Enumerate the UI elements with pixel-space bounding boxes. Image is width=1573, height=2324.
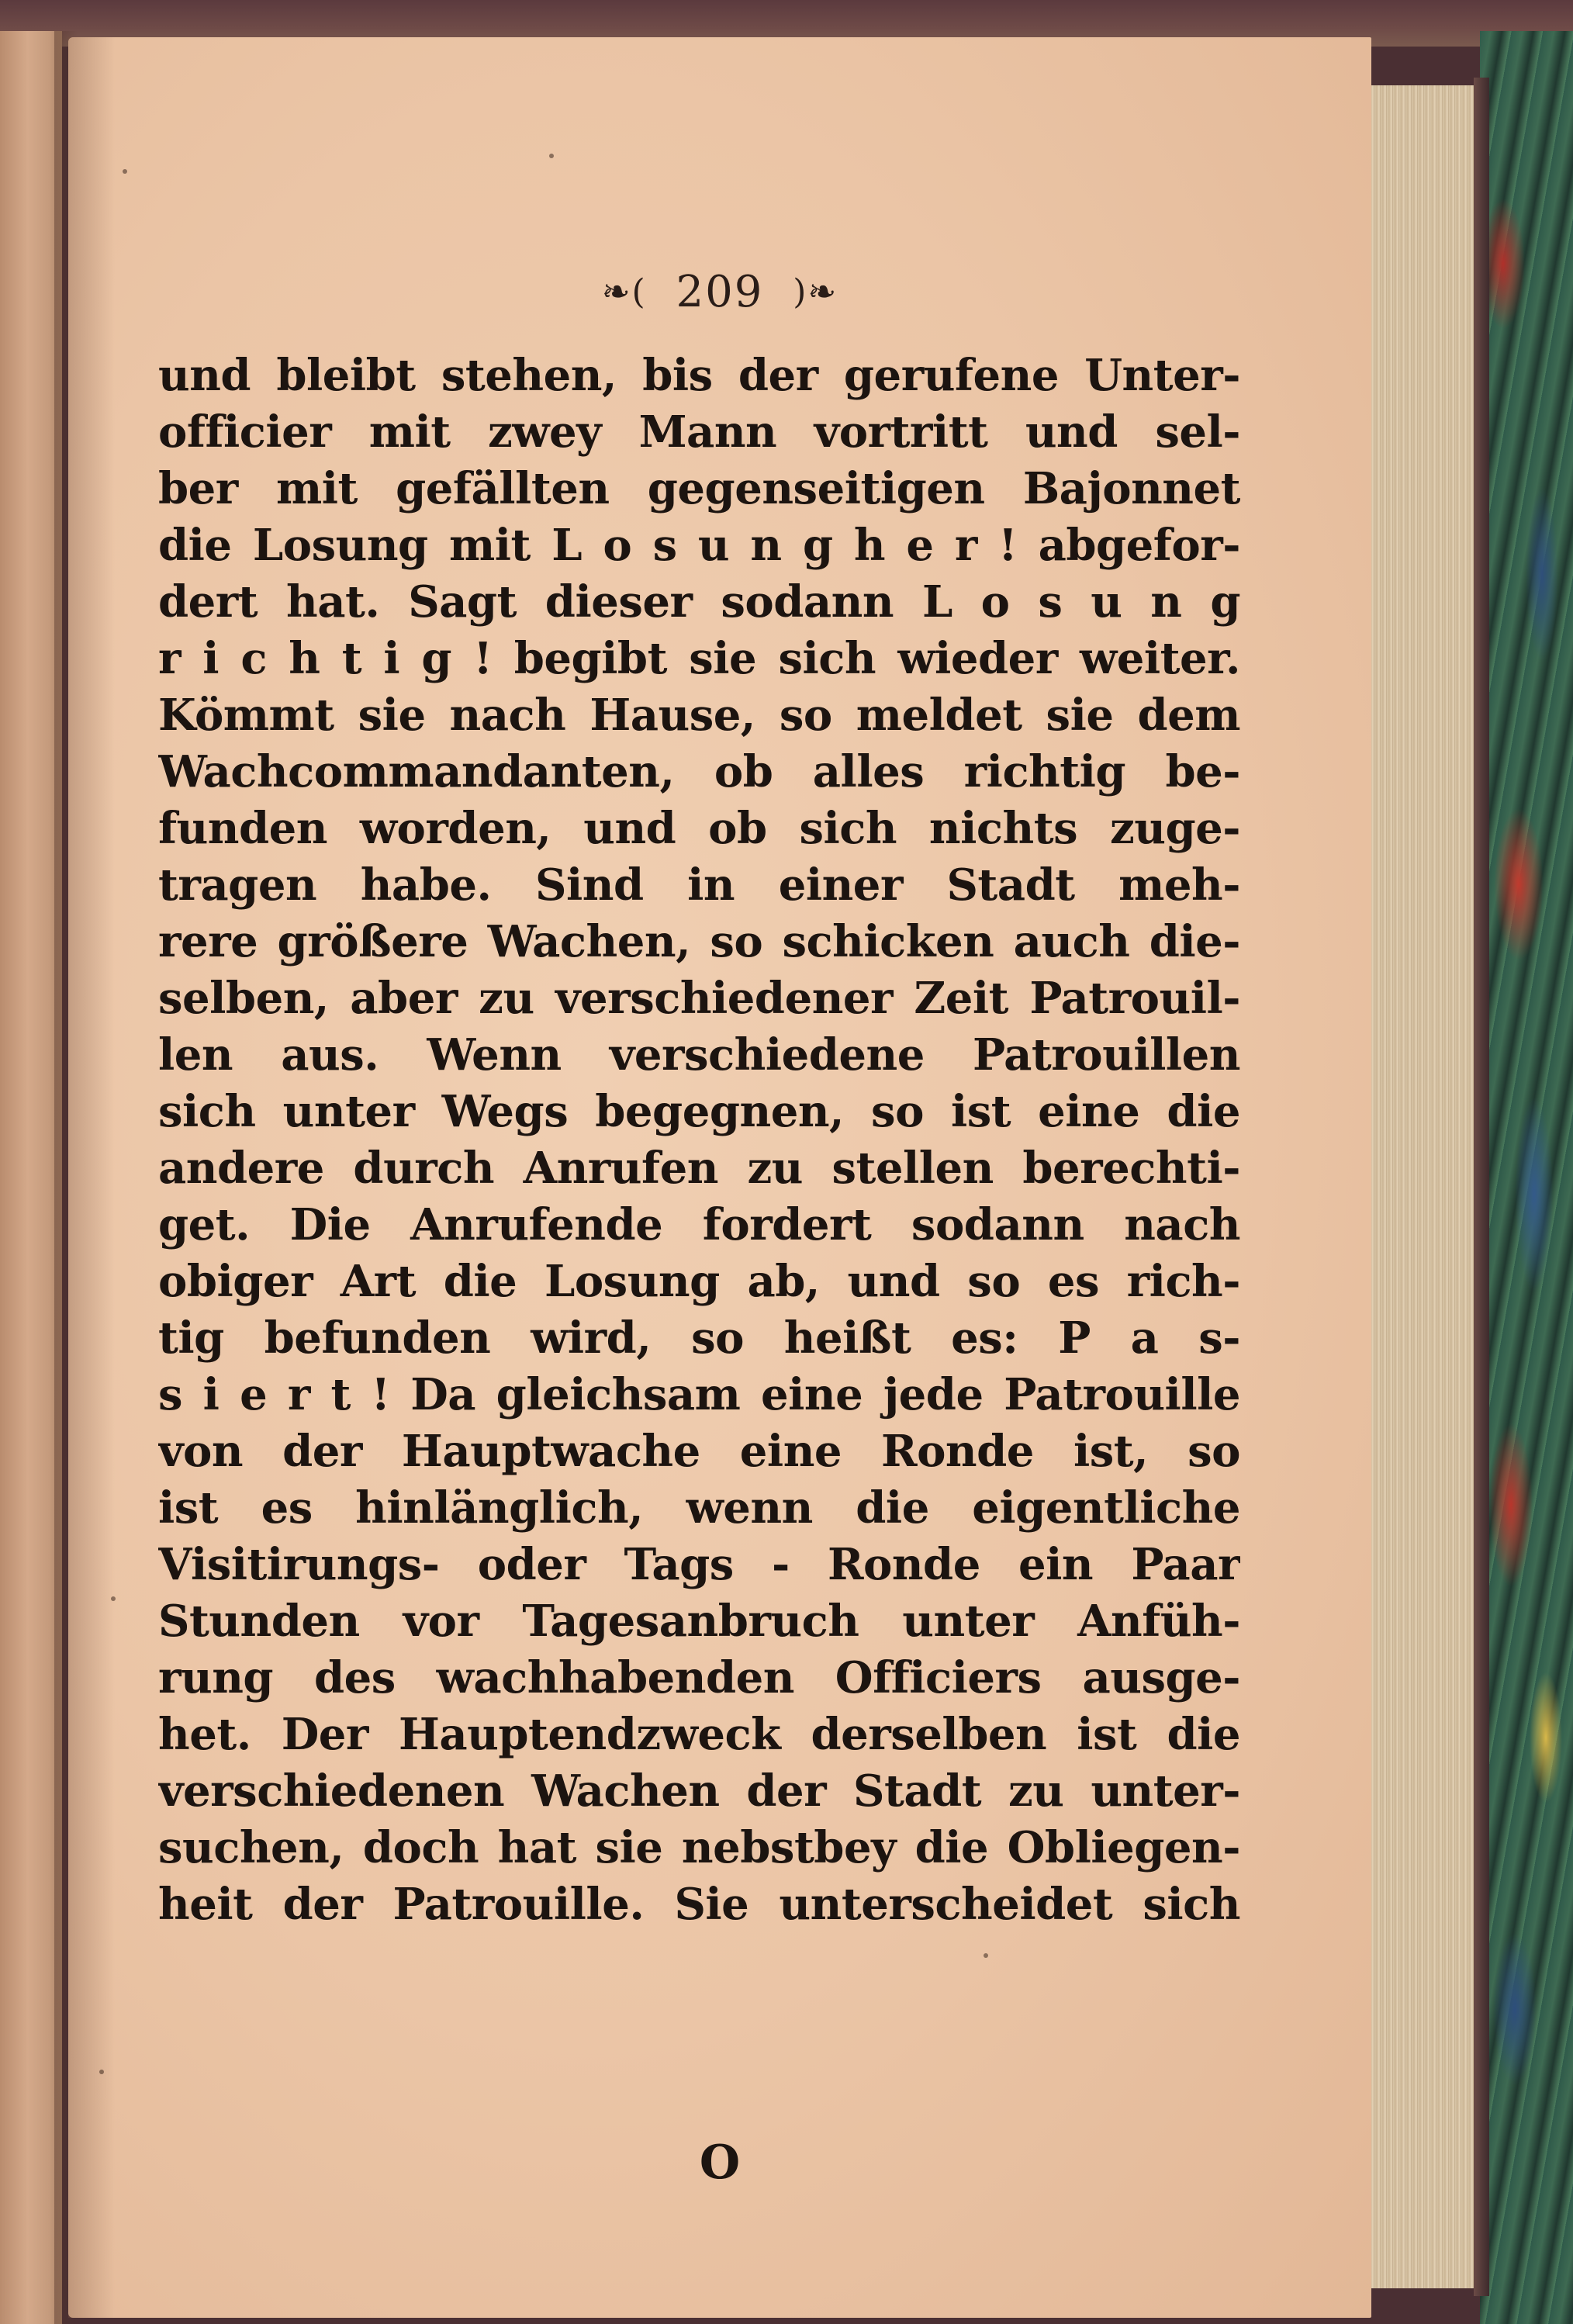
ornament-right-icon: )❧ (793, 272, 838, 312)
paper-speck (549, 154, 554, 158)
text-line: ber mit gefällten gegenseitigen Bajonnet (158, 463, 1240, 514)
paper-speck (111, 1596, 116, 1601)
text-line: selben, aber zu verschiedener Zeit Patrouil- (158, 973, 1240, 1024)
text-line: r i c h t i g ! begibt sie sich wieder weiter. (158, 633, 1240, 684)
ornament-left-icon: ❧( (601, 272, 647, 312)
text-line: sich unter Wegs begegnen, so ist eine die (158, 1086, 1240, 1137)
text-line: obiger Art die Losung ab, und so es rich- (158, 1256, 1240, 1307)
text-line: verschiedenen Wachen der Stadt zu unter- (158, 1765, 1240, 1817)
text-line: suchen, doch hat sie nebstbey die Obliegen- (158, 1822, 1240, 1873)
text-line: rere größere Wachen, so schicken auch die- (158, 916, 1240, 967)
text-line: Visitirungs- oder Tags - Ronde ein Paar (158, 1539, 1240, 1590)
facing-page-edge (0, 31, 62, 2324)
text-line: het. Der Hauptendzweck derselben ist die (158, 1709, 1240, 1760)
text-line: die Losung mit L o s u n g h e r ! abgefor- (158, 520, 1240, 571)
text-line: get. Die Anrufende fordert sodann nach (158, 1199, 1240, 1250)
book-page (68, 37, 1371, 2318)
text-line: len aus. Wenn verschiedene Patrouillen (158, 1029, 1240, 1081)
paper-speck (123, 169, 127, 174)
signature-mark: O (699, 2136, 741, 2190)
marbled-cover-board (1480, 31, 1573, 2324)
text-line: tig befunden wird, so heißt es: P a s- (158, 1312, 1240, 1364)
text-line: von der Hauptwache eine Ronde ist, so (158, 1426, 1240, 1477)
text-line: andere durch Anrufen zu stellen berechti- (158, 1143, 1240, 1194)
text-line: Stunden vor Tagesanbruch unter Anfüh- (158, 1596, 1240, 1647)
text-line: ist es hinlänglich, wenn die eigentliche (158, 1482, 1240, 1534)
text-line: tragen habe. Sind in einer Stadt meh- (158, 859, 1240, 911)
text-line: Wachcommandanten, ob alles richtig be- (158, 746, 1240, 797)
text-line: Kömmt sie nach Hause, so meldet sie dem (158, 690, 1240, 741)
text-line: und bleibt stehen, bis der gerufene Unter- (158, 350, 1240, 401)
body-text (158, 348, 1240, 1933)
leaves-shadow (1474, 78, 1489, 2296)
text-line: officier mit zwey Mann vortritt und sel- (158, 406, 1240, 458)
text-line: s i e r t ! Da gleichsam eine jede Patrouille (158, 1369, 1240, 1420)
paper-speck (984, 1953, 988, 1958)
page-number: 209 (676, 267, 764, 317)
text-line: heit der Patrouille. Sie unterscheidet sich (158, 1879, 1240, 1930)
paper-speck (99, 2070, 104, 2074)
text-line: funden worden, und ob sich nichts zuge- (158, 803, 1240, 854)
text-line: rung des wachhabenden Officiers ausge- (158, 1652, 1240, 1703)
running-header (68, 264, 1371, 317)
text-line: dert hat. Sagt dieser sodann L o s u n g (158, 576, 1240, 628)
